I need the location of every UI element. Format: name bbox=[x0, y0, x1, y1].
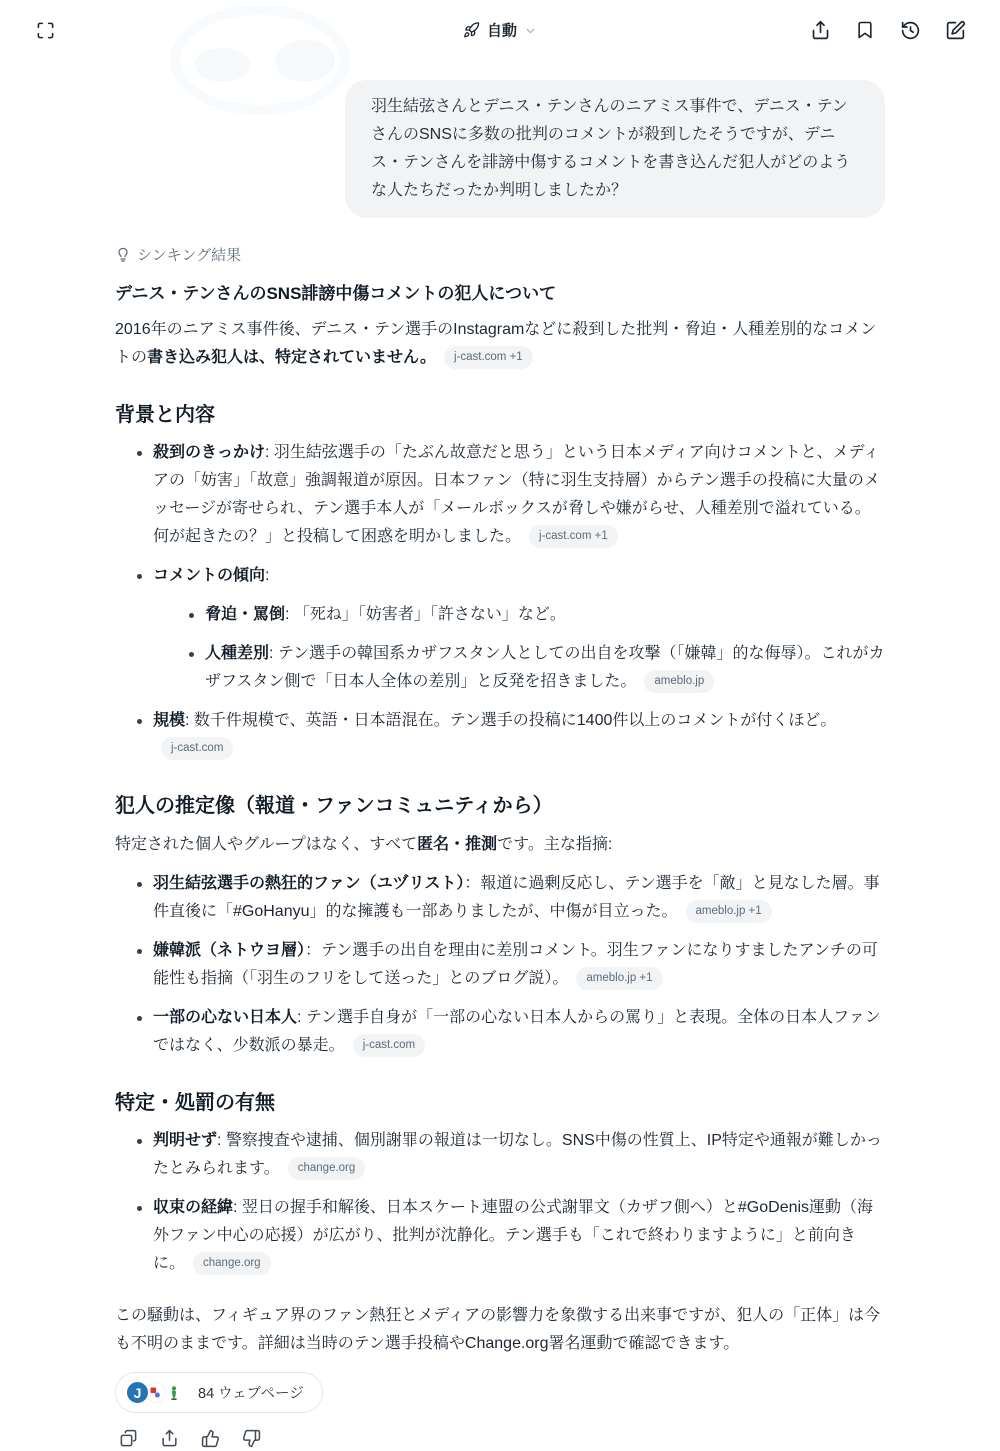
fullscreen-button[interactable] bbox=[36, 21, 55, 40]
nested-list bbox=[153, 601, 885, 696]
list-item bbox=[137, 1194, 885, 1278]
intro-text: です。主な指摘: bbox=[497, 836, 613, 853]
section-heading-background: 背景と内容 bbox=[115, 404, 215, 426]
item-text: : 数千件規模で、英語・日本語混在。テン選手の投稿に1400件以上のコメントが付くほど。 bbox=[185, 712, 837, 729]
thinking-label: シンキング結果 bbox=[137, 247, 242, 264]
lead-bold: 書き込み犯人は、特定されていません。 bbox=[147, 349, 436, 366]
history-icon bbox=[900, 20, 921, 41]
list-item bbox=[189, 640, 885, 696]
item-text: : 翌日の握手和解後、日本スケート連盟の公式謝罪文（カザフ側へ）と#GoDenis運動（海外ファン中心の応援）が広がり、批判が沈静化。テン選手も「これで終わりますように」と前向きに。 bbox=[153, 1199, 874, 1272]
mode-selector[interactable] bbox=[463, 20, 537, 41]
citation-chip[interactable]: j-cast.com bbox=[353, 1034, 425, 1057]
history-button[interactable] bbox=[895, 15, 925, 45]
list-item bbox=[137, 707, 885, 763]
sources-pill[interactable] bbox=[115, 1372, 323, 1413]
thumbs-up-button[interactable] bbox=[197, 1425, 223, 1451]
item-text: ：報道に過剰反応し、テン選手を「敵」と見なした層。事件直後に「#GoHanyu」的な擁護も一部ありましたが、中傷が目立った。 bbox=[153, 875, 880, 920]
item-label: 殺到のきっかけ bbox=[153, 444, 266, 461]
user-message-bubble bbox=[345, 80, 885, 218]
lead-paragraph bbox=[115, 316, 885, 372]
share-button[interactable] bbox=[805, 15, 835, 45]
response-actions bbox=[115, 1425, 885, 1451]
top-bar bbox=[0, 0, 1000, 60]
section-heading-suspects: 犯人の推定像（報道・ファンコミュニティから） bbox=[115, 795, 553, 817]
citation-chip[interactable]: j-cast.com bbox=[161, 737, 233, 760]
item-text: : 「死ね」「妨害者」「許さない」など。 bbox=[285, 606, 566, 623]
mode-label: 自動 bbox=[486, 22, 518, 40]
list-item bbox=[137, 1004, 885, 1060]
item-label: 人種差別 bbox=[205, 645, 270, 662]
lead-text: 2016年のニアミス事件後、デニス・テン選手のInstagramなどに殺到した批判・脅迫・人種差別的なコメントの bbox=[115, 321, 877, 366]
section-list bbox=[115, 439, 885, 763]
item-text: ：テン選手の出自を理由に差別コメント。羽生ファンになりすましたアンチの可能性も指摘（「羽生のフリをして送った」とのブログ説）。 bbox=[153, 942, 878, 987]
item-text: : 警察捜査や逮捕、個別謝罪の報道は一切なし。SNS中傷の性質上、IP特定や通報が難しかったとみられます。 bbox=[153, 1132, 882, 1177]
item-text: : bbox=[265, 567, 270, 584]
intro-bold: 匿名・推測 bbox=[417, 836, 498, 853]
thumbs-down-icon bbox=[242, 1429, 261, 1448]
citation-chip[interactable]: change.org bbox=[288, 1157, 366, 1180]
share-icon bbox=[160, 1429, 179, 1448]
section-list bbox=[115, 1127, 885, 1278]
citation-chip[interactable]: ameblo.jp +1 bbox=[576, 967, 662, 990]
bookmark-button[interactable] bbox=[850, 15, 880, 45]
item-label: 規模 bbox=[153, 712, 186, 729]
user-message-text: 羽生結弦さんとデニス・テンさんのニアミス事件で、デニス・テンさんのSNSに多数の批判のコメントが殺到したそうですが、デニス・テンさんを誹謗中傷するコメントを書き込んだ犯人がどのような人たちだったか判明しましたか？ bbox=[371, 98, 851, 199]
source-favicons bbox=[125, 1380, 186, 1405]
item-text: : テン選手の韓国系カザフスタン人としての出自を攻撃（「嫌韓」的な侮辱）。これがカザフスタン側で「日本人全体の差別」と反発を招きました。 bbox=[205, 645, 885, 690]
citation-chip[interactable]: ameblo.jp +1 bbox=[686, 900, 772, 923]
citation-chip[interactable]: j-cast.com +1 bbox=[444, 346, 533, 369]
top-bar-actions bbox=[805, 15, 970, 45]
intro-text: 特定された個人やグループはなく、すべて bbox=[115, 836, 418, 853]
copy-button[interactable] bbox=[115, 1425, 141, 1451]
copy-icon bbox=[119, 1429, 138, 1448]
chevron-down-icon bbox=[524, 25, 537, 38]
section-heading-identification: 特定・処罰の有無 bbox=[115, 1092, 275, 1114]
conversation bbox=[115, 80, 885, 1451]
item-text: : テン選手自身が「一部の心ない日本人からの罵り」と表現。全体の日本人ファンではなく、少数派の暴走。 bbox=[153, 1009, 881, 1054]
item-label: 羽生結弦選手の熱狂的ファン（ユヅリスト） bbox=[153, 875, 465, 892]
list-item bbox=[137, 937, 885, 993]
item-label: 嫌韓派（ネトウヨ層） bbox=[153, 942, 306, 959]
share-response-button[interactable] bbox=[156, 1425, 182, 1451]
section-list bbox=[115, 870, 885, 1060]
thinking-result-toggle[interactable] bbox=[115, 244, 885, 265]
item-label: 収束の経緯 bbox=[153, 1199, 234, 1216]
bookmark-icon bbox=[855, 20, 875, 40]
closing-paragraph: この騒動は、フィギュア界のファン熱狂とメディアの影響力を象徴する出来事ですが、犯人の「正体」は今も不明のままです。詳細は当時のテン選手投稿やChange.org署名運動で確認できます。 bbox=[115, 1307, 881, 1352]
item-text: : 羽生結弦選手の「たぶん故意だと思う」という日本メディア向けコメントと、メディアの「妨害」「故意」強調報道が原因。日本ファン（特に羽生支持層）からテン選手の投稿に大量のメッセージが寄せられ、テン選手本人が「メールボックスが脅しや嫌がらせ、人種差別で溢れている。何が起きたの？」と投稿して困惑を明かしました。 bbox=[153, 444, 880, 545]
thumbs-down-button[interactable] bbox=[238, 1425, 264, 1451]
rocket-icon bbox=[463, 22, 480, 39]
section-intro bbox=[115, 831, 885, 859]
lightbulb-icon bbox=[115, 247, 131, 263]
list-item bbox=[137, 562, 885, 696]
edit-button[interactable] bbox=[940, 15, 970, 45]
thumbs-up-icon bbox=[201, 1429, 220, 1448]
list-item bbox=[137, 439, 885, 551]
answer-title: デニス・テンさんのSNS誹謗中傷コメントの犯人について bbox=[115, 284, 557, 303]
item-label: 判明せず bbox=[153, 1132, 218, 1149]
citation-chip[interactable]: j-cast.com +1 bbox=[529, 525, 618, 548]
list-item bbox=[137, 870, 885, 926]
item-label: 脅迫・罵倒 bbox=[205, 606, 286, 623]
item-label: 一部の心ない日本人 bbox=[153, 1009, 298, 1026]
citation-chip[interactable]: change.org bbox=[193, 1252, 271, 1275]
sources-count: 84 ウェブページ bbox=[198, 1386, 304, 1402]
citation-chip[interactable]: ameblo.jp bbox=[644, 670, 714, 693]
item-label: コメントの傾向 bbox=[153, 567, 266, 584]
list-item bbox=[137, 1127, 885, 1183]
edit-icon bbox=[945, 20, 966, 41]
fullscreen-icon bbox=[36, 21, 55, 40]
list-item bbox=[189, 601, 885, 629]
share-icon bbox=[810, 20, 831, 41]
j-cast-favicon: J bbox=[125, 1380, 150, 1405]
